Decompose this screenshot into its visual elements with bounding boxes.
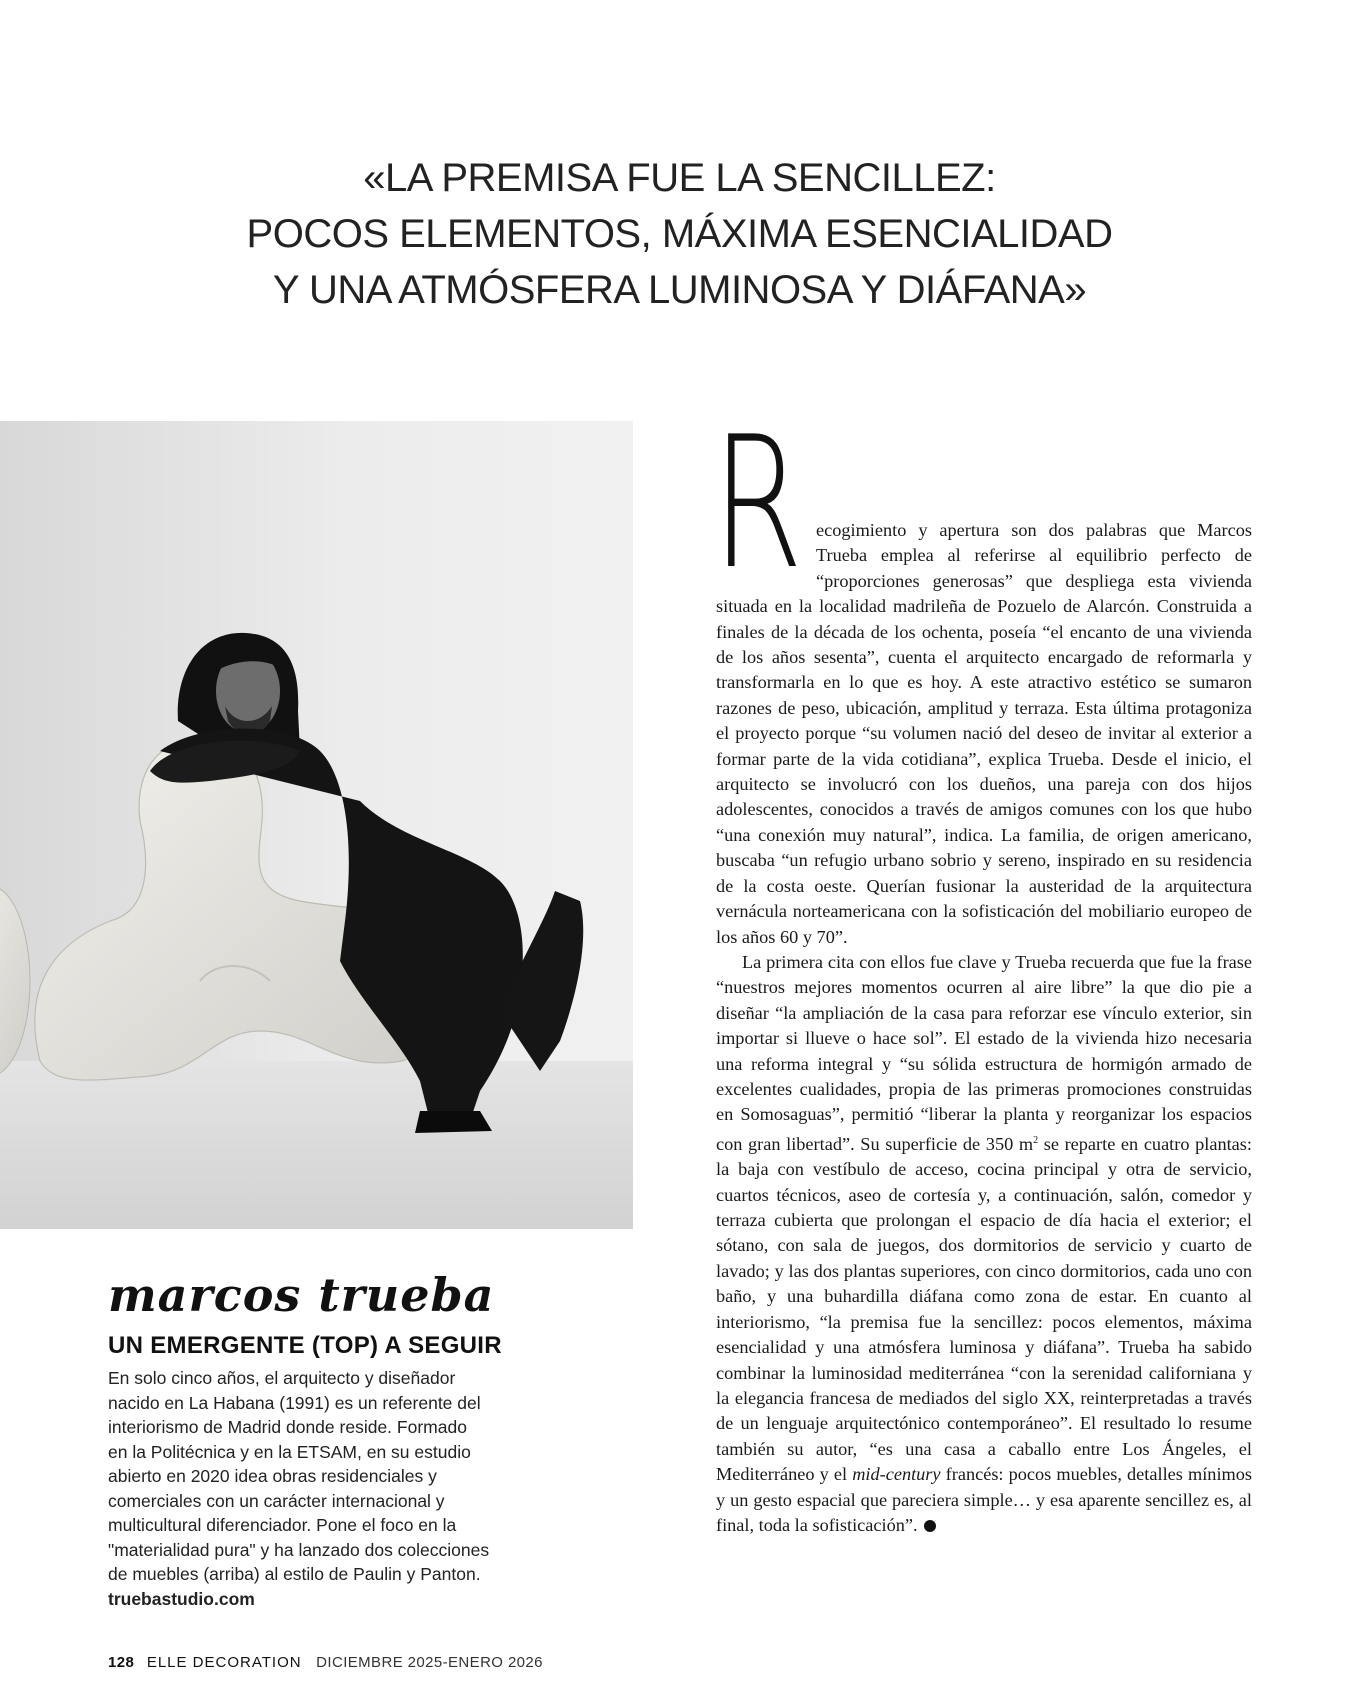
bio-line: en la Politécnica y en la ETSAM, en su estudio <box>108 1441 471 1462</box>
pull-quote <box>0 150 1359 318</box>
studio-website-link[interactable]: truebastudio.com <box>108 1588 255 1609</box>
portrait-photo <box>0 421 633 1229</box>
designer-name: marcos trueba <box>108 1268 495 1322</box>
portrait-photo-illustration <box>0 421 633 1229</box>
end-mark-icon <box>924 1520 936 1532</box>
article-paragraph-2 <box>716 950 1252 1538</box>
bio-line: de muebles (arriba) al estilo de Paulin y Panton. <box>108 1564 481 1584</box>
pull-quote-line: POCOS ELEMENTOS, MÁXIMA ESENCIALIDAD <box>246 212 1113 256</box>
article-body <box>712 397 1252 1538</box>
designer-subtitle: UN EMERGENTE (TOP) A SEGUIR <box>108 1332 502 1359</box>
paragraph-text: francés: pocos muebles, detalles mínimos y un gesto espacial que pareciera simple… y esa aparente sencillez es, al final, toda la sofisticación”. <box>716 1464 1252 1535</box>
pull-quote-line: «LA PREMISA FUE LA SENCILLEZ: <box>363 156 996 200</box>
bio-line: nacido en La Habana (1991) es un referente del <box>108 1392 481 1413</box>
bio-line: abierto en 2020 idea obras residenciales y <box>108 1466 437 1486</box>
bio-line: En solo cinco años, el arquitecto y diseñador <box>108 1368 456 1388</box>
page-footer <box>108 1654 543 1671</box>
page-number: 128 <box>108 1654 135 1671</box>
article-paragraph-1: ecogimiento y apertura son dos palabras que Marcos Trueba emplea al referirse al equilibrio perfecto de “proporciones generosas” que despliega esta vivienda situada en la localidad madrileña de Pozuelo de Alarcón. Construida a finales de la década de los ochenta, poseía “el encanto de una vivienda de los años sesenta”, cuenta el arquitecto encargado de reformarla y transformarla en lo que es hoy. A este atractivo estético se sumaron razones de peso, ubicación, amplitud y terraza. Esta última protagoniza el proyecto porque “su volumen nació del deseo de invitar al exterior a formar parte de la vida cotidiana”, explica Trueba. Desde el inicio, el arquitecto se involucró con los dueños, una pareja con dos hijos adolescentes, conocidos a través de amigos comunes con los que hubo “una conexión muy natural”, indica. La familia, de origen americano, buscaba “un refugio urbano sobrio y sereno, inspirado en su residencia de la costa oeste. Querían fusionar la austeridad de la arquitectura vernácula norteamericana con la sofisticación del mobiliario europeo de los años 60 y 70”. <box>716 520 1252 947</box>
designer-bio <box>108 1366 518 1611</box>
drop-cap: R <box>712 397 804 609</box>
bio-line: multicultural diferenciador. Pone el foco en la <box>108 1515 457 1535</box>
superscript: 2 <box>1033 1134 1039 1146</box>
bio-line: "materialidad pura" y ha lanzado dos colecciones <box>108 1539 490 1560</box>
issue-date: DICIEMBRE 2025-ENERO 2026 <box>316 1654 543 1671</box>
magazine-name: ELLE DECORATION <box>146 1654 302 1671</box>
italic-term: mid-century <box>852 1464 941 1485</box>
bio-line: comerciales con un carácter internacional y <box>108 1490 445 1511</box>
paragraph-text: La primera cita con ellos fue clave y Trueba recuerda que fue la frase “nuestros mejores momentos ocurren al aire libre” la que dio pie a diseñar “la ampliación de la casa para reforzar ese vínculo exterior, sin importar si llueve o hace sol”. El estado de la vivienda hizo necesaria una reforma integral y “su sólida estructura de hormigón armado de excelentes cualidades, propia de las primeras promociones construidas en Somosaguas”, permitió “liberar la planta y reorganizar los espacios con gran libertad”. Su superficie de 350 m <box>716 951 1252 1154</box>
paragraph-text: se reparte en cuatro plantas: la baja con vestíbulo de acceso, cocina principal y otra de servicio, cuartos técnicos, aseo de cortesía y, a continuación, salón, comedor y terraza cubierta que prolongan el espacio de día hacia el exterior; el sótano, con sala de juegos, dos dormitorios de servicio y cuarto de lavado; y las dos plantas superiores, con cinco dormitorios, cada uno con baño, y una buhardilla diáfana como zona de estar. En cuanto al interiorismo, “la premisa fue la sencillez: pocos elementos, máxima esencialidad y una atmósfera luminosa y diáfana”. Trueba ha sabido combinar la luminosidad mediterránea “con la serenidad californiana y la elegancia francesa de mediados del siglo XX, reinterpretadas a través de un lenguaje arquitectónico contemporáneo”. El resultado lo resume también su autor, “es una casa a caballo entre Los Ángeles, el Mediterráneo y el <box>716 1133 1252 1485</box>
pull-quote-line: Y UNA ATMÓSFERA LUMINOSA Y DIÁFANA» <box>272 268 1087 312</box>
bio-line: interiorismo de Madrid donde reside. Formado <box>108 1417 467 1437</box>
